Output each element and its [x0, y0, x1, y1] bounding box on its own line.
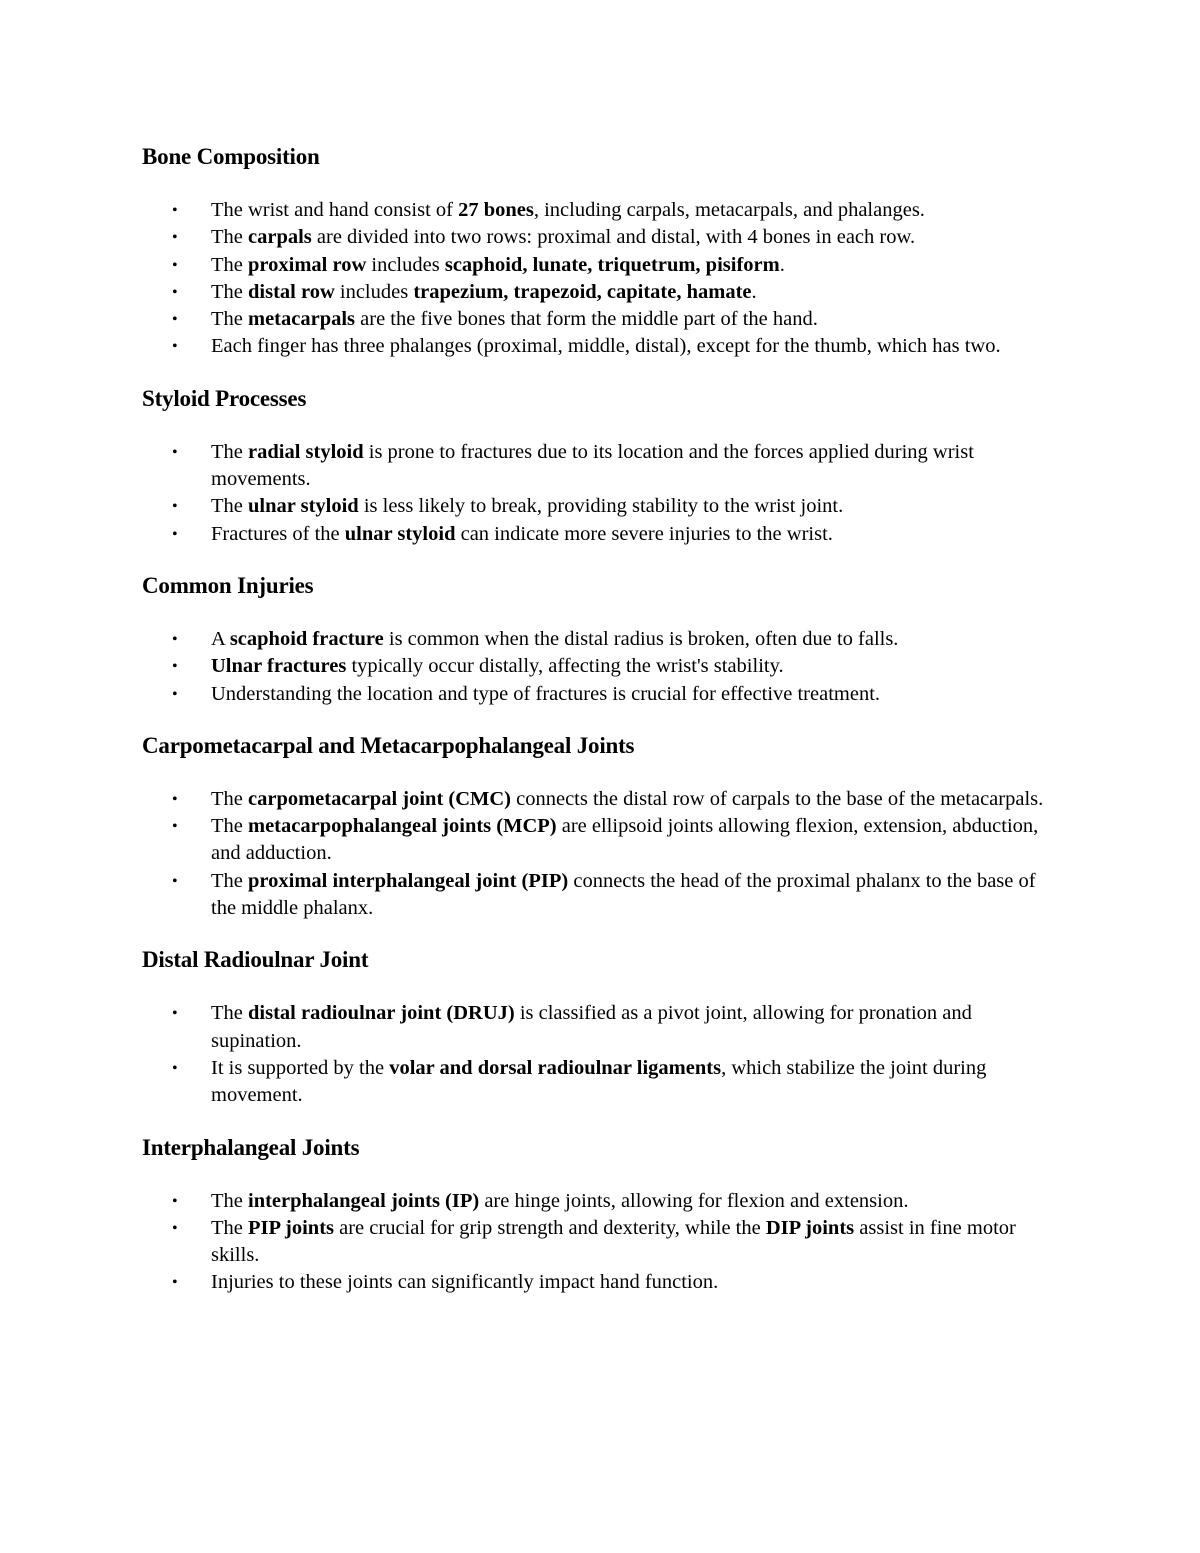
body-text: assist in fine motor skills.: [211, 1216, 1016, 1267]
body-text: is classified as a pivot joint, allowing for pronation and supination.: [211, 1002, 972, 1052]
body-text: The: [211, 308, 248, 331]
bold-text: trapezium, trapezoid, capitate, hamate: [413, 280, 752, 303]
body-text: is common when the distal radius is broken, often due to falls.: [383, 627, 899, 650]
section-heading: Styloid Processes: [142, 385, 307, 411]
bold-text: scaphoid, lunate, triquetrum, pisiform: [444, 253, 780, 276]
body-text: The: [211, 869, 248, 892]
document-section: [142, 731, 1062, 922]
body-text: connects the head of the proximal phalanx to the base of the middle phalanx.: [211, 869, 1036, 920]
list-item: [142, 653, 1062, 680]
list-item: [142, 1269, 1062, 1296]
body-text: includes: [334, 280, 414, 303]
list-item: [142, 306, 1062, 333]
bullet-icon: •: [172, 256, 178, 274]
body-text: A: [211, 627, 230, 650]
body-text: is less likely to break, providing stability to the wrist joint.: [358, 495, 844, 518]
body-text: The: [211, 1216, 248, 1239]
section-heading: Common Injuries: [142, 572, 314, 598]
bullet-icon: •: [172, 443, 178, 461]
body-text: The: [211, 440, 248, 463]
body-text: can indicate more severe injuries to the wrist.: [455, 522, 833, 545]
bullet-icon: •: [172, 202, 178, 219]
section-heading: Carpometacarpal and Metacarpophalangeal Joints: [142, 732, 635, 758]
body-text: The: [211, 280, 248, 303]
body-text: It is supported by the: [211, 1056, 390, 1079]
bold-text: scaphoid fracture: [229, 627, 384, 650]
bullet-list: [142, 439, 1062, 548]
list-item: [142, 333, 1062, 360]
bold-text: 27 bones: [458, 199, 534, 221]
body-text: is prone to fractures due to its location and the forces applied during wrist movements.: [211, 440, 974, 491]
list-item: [142, 786, 1062, 813]
body-text: Fractures of the: [211, 522, 345, 545]
document-section: [142, 571, 1062, 708]
bold-text: volar and dorsal radioulnar ligaments: [389, 1056, 722, 1079]
body-text: The: [211, 1189, 248, 1212]
list-item: [142, 279, 1062, 306]
bold-text: metacarpals: [248, 308, 356, 331]
body-text: are crucial for grip strength and dexterity, while the: [334, 1216, 766, 1239]
bold-text: distal radioulnar joint (DRUJ): [248, 1002, 515, 1025]
section-heading: Bone Composition: [142, 144, 320, 169]
document-section: [142, 1133, 1062, 1297]
bullet-icon: •: [172, 283, 178, 301]
list-item: [142, 493, 1062, 520]
bullet-icon: •: [172, 658, 178, 676]
bullet-list: [142, 1188, 1062, 1297]
list-item: [142, 1188, 1062, 1215]
bullet-icon: •: [172, 338, 178, 356]
list-item: [142, 626, 1062, 653]
bold-text: carpals: [248, 226, 312, 249]
list-item: [142, 868, 1062, 923]
bullet-list: [142, 197, 1062, 361]
body-text: Injuries to these joints can significantly impact hand function.: [211, 1271, 719, 1294]
bullet-icon: •: [172, 790, 178, 808]
bullet-icon: •: [172, 311, 178, 329]
bullet-icon: •: [172, 685, 178, 703]
bold-text: distal row: [248, 280, 335, 303]
body-text: The: [211, 226, 248, 249]
bold-text: ulnar styloid: [248, 495, 359, 518]
bold-text: Ulnar fractures: [211, 655, 347, 678]
body-text: , including carpals, metacarpals, and phalanges.: [533, 199, 925, 221]
list-item: [142, 521, 1062, 548]
bullet-list: [142, 626, 1062, 708]
bold-text: metacarpophalangeal joints (MCP): [248, 815, 557, 838]
bullet-list: [142, 786, 1062, 922]
body-text: are divided into two rows: proximal and distal, with 4 bones in each row.: [311, 226, 916, 249]
bold-text: interphalangeal joints (IP): [248, 1189, 480, 1212]
body-text: The wrist and hand consist of: [211, 199, 459, 221]
body-text: typically occur distally, affecting the wrist's stability.: [346, 655, 784, 678]
bullet-icon: •: [172, 1192, 178, 1210]
body-text: The: [211, 787, 248, 810]
bold-text: radial styloid: [248, 440, 364, 463]
document-page: [142, 142, 1062, 1320]
bold-text: proximal row: [248, 253, 367, 276]
bullet-icon: •: [172, 1059, 178, 1077]
bold-text: ulnar styloid: [344, 522, 456, 545]
bullet-icon: •: [172, 525, 178, 543]
body-text: are ellipsoid joints allowing flexion, extension, abduction, and adduction.: [211, 815, 1039, 865]
list-item: [142, 1215, 1062, 1270]
list-item: [142, 197, 1062, 224]
body-text: .: [751, 280, 757, 303]
body-text: .: [779, 253, 785, 276]
list-item: [142, 681, 1062, 708]
bold-text: proximal interphalangeal joint (PIP): [248, 869, 569, 892]
document-section: [142, 384, 1062, 548]
list-item: [142, 224, 1062, 251]
body-text: connects the distal row of carpals to the base of the metacarpals.: [511, 787, 1044, 810]
bullet-icon: •: [172, 1274, 178, 1292]
body-text: Understanding the location and type of fractures is crucial for effective treatment.: [211, 682, 881, 705]
bold-text: carpometacarpal joint (CMC): [248, 787, 512, 810]
list-item: [142, 1000, 1062, 1055]
bullet-icon: •: [172, 818, 178, 836]
list-item: [142, 1055, 1062, 1110]
list-item: [142, 252, 1062, 279]
bullet-icon: •: [172, 1005, 178, 1023]
bullet-list: [142, 1000, 1062, 1109]
bold-text: PIP joints: [248, 1216, 334, 1239]
body-text: The: [211, 495, 248, 518]
document-section: [142, 142, 1062, 361]
body-text: Each finger has three phalanges (proximal, middle, distal), except for the thumb, which has two.: [211, 335, 1001, 358]
bold-text: DIP joints: [765, 1216, 855, 1239]
list-item: [142, 439, 1062, 494]
bullet-icon: •: [172, 229, 178, 247]
list-item: [142, 813, 1062, 868]
body-text: The: [211, 253, 248, 276]
body-text: The: [211, 815, 248, 838]
body-text: The: [211, 1002, 248, 1025]
bullet-icon: •: [172, 630, 178, 648]
bullet-icon: •: [172, 872, 178, 890]
document-section: [142, 945, 1062, 1109]
section-heading: Interphalangeal Joints: [142, 1134, 360, 1160]
body-text: are the five bones that form the middle part of the hand.: [355, 308, 818, 331]
body-text: includes: [366, 253, 445, 276]
section-heading: Distal Radioulnar Joint: [142, 947, 369, 973]
bullet-icon: •: [172, 1219, 178, 1237]
bullet-icon: •: [172, 498, 178, 516]
body-text: , which stabilize the joint during movement.: [211, 1056, 987, 1107]
body-text: are hinge joints, allowing for flexion and extension.: [479, 1189, 909, 1212]
